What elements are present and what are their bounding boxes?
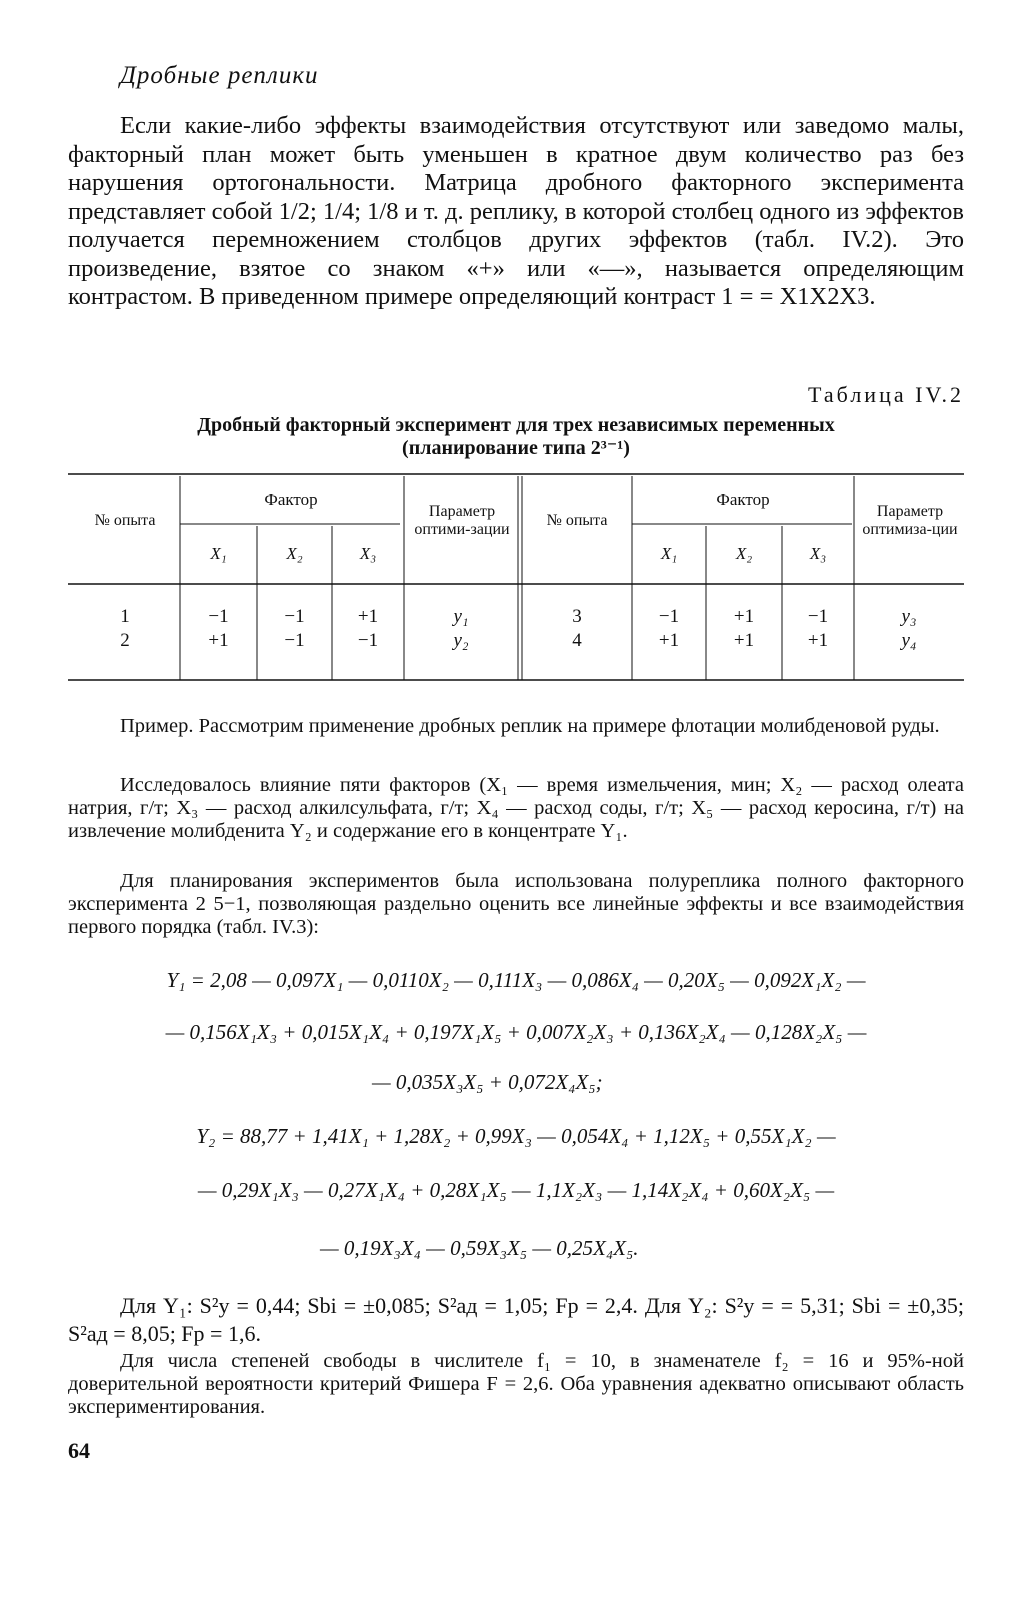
header-no-right: № опыта (546, 512, 608, 529)
cell-x1: −1 (208, 606, 229, 627)
equation-line: — 0,19X₃X₄ — 0,59X₃X₅ — 0,25X₄X₅. (320, 1236, 639, 1260)
section-heading: Дробные реплики (120, 62, 319, 89)
table-rules (0, 0, 1022, 700)
equation-line: Y₂ = 88,77 + 1,41X₁ + 1,28X₂ + 0,99X₃ — 0,054X₄ + 1,12X₅ + 0,55X₁X₂ — (196, 1124, 836, 1148)
header-x3-right: X₃ (809, 544, 827, 563)
equation-line: Y₁ = 2,08 — 0,097X₁ — 0,0110X₂ — 0,111X₃ — 0,086X₄ — 0,20X₅ — 0,092X₁X₂ — (166, 968, 866, 992)
header-x2-left: X₂ (286, 544, 303, 563)
study-paragraph: Исследовалось влияние пяти факторов (X₁ — время измельчения, мин; X₂ — расход олеата натрия, г/т; X₃ — расход алкилсульфата, г/т; X₄ — расход соды, г/т; X₅ — расход керосина, г/т) на извлечение молибденита Y₂ и содержание его в концентрате Y₁. (68, 774, 964, 842)
stats-paragraph: Для Y₁: S²y = 0,44; Sbi = ±0,085; S²ад = 1,05; Fр = 2,4. Для Y₂: S²y = = 5,31; Sbi = ±0,35; S²ад = 8,05; Fр = 1,6. (68, 1293, 964, 1346)
cell-x1: +1 (208, 630, 229, 651)
header-param-left: Параметр оптими-зации (414, 503, 510, 538)
header-x1-left: X₁ (210, 544, 227, 563)
cell-y: y₂ (453, 630, 469, 651)
cell-n: 4 (572, 630, 582, 651)
conclusion-paragraph: Для числа степеней свободы в числителе f₁ = 10, в знаменателе f₂ = 16 и 95%-ной доверительной вероятности критерий Фишера F = 2,6. Оба уравнения адекватно описывают область экспериментирования. (68, 1350, 964, 1418)
cell-x3: +1 (357, 606, 379, 627)
cell-x2: +1 (733, 606, 755, 627)
cell-x3: +1 (807, 630, 829, 651)
header-x3-left: X₃ (359, 544, 377, 563)
example-paragraph: Пример. Рассмотрим применение дробных реплик на примере флотации молибденовой руды. (120, 715, 940, 737)
header-factor-right: Фактор (716, 490, 770, 509)
intro-paragraph: Если какие-либо эффекты взаимодействия отсутствуют или заведомо малы, факторный план может быть уменьшен в кратное двум количество раз без нарушения ортогональности. Матрица дробного факторного эксперимента представляет собой 1/2; 1/4; 1/8 и т. д. реплику, в которой столбец одного из эффектов получается перемножением столбцов других эффектов (табл. IV.2). Это произведение, взятое со знаком «+» или «—», называется определяющим контрастом. В приведенном примере определяющий контраст 1 = = X1X2X3. (68, 112, 964, 310)
cell-y: y₁ (453, 606, 469, 627)
equation-line: — 0,29X₁X₃ — 0,27X₁X₄ + 0,28X₁X₅ — 1,1X₂X₃ — 1,14X₂X₄ + 0,60X₂X₅ — (197, 1178, 835, 1202)
equation-line: — 0,035X₃X₅ + 0,072X₄X₅; (372, 1070, 603, 1094)
header-param-right: Параметр оптимиза-ции (862, 503, 958, 538)
page-number: 64 (68, 1438, 90, 1463)
cell-n: 3 (572, 606, 582, 627)
cell-n: 1 (120, 606, 130, 627)
header-no-left: № опыта (94, 512, 156, 529)
table-caption-line2: (планирование типа 2³⁻¹) (402, 437, 630, 459)
header-factor-left: Фактор (264, 490, 318, 509)
cell-x2: −1 (284, 606, 305, 627)
cell-y: y₄ (901, 630, 917, 651)
equation-line: — 0,156X₁X₃ + 0,015X₁X₄ + 0,197X₁X₅ + 0,007X₂X₃ + 0,136X₂X₄ — 0,128X₂X₅ — (165, 1020, 867, 1044)
header-x1-right: X₁ (660, 544, 678, 563)
cell-x3: −1 (357, 630, 379, 651)
table-label: Таблица IV.2 (808, 382, 964, 407)
planning-paragraph: Для планирования экспериментов была использована полуреплика полного факторного эксперимента 2 5−1, позволяющая раздельно оценить все линейные эффекты и все взаимодействия первого порядка (табл. IV.3): (68, 870, 964, 938)
cell-n: 2 (120, 630, 130, 651)
cell-x2: −1 (284, 630, 305, 651)
cell-x1: +1 (658, 630, 680, 651)
cell-x1: −1 (658, 606, 680, 627)
cell-y: y₃ (901, 606, 917, 627)
table-caption-line1: Дробный факторный эксперимент для трех независимых переменных (197, 414, 835, 436)
table-row (0, 606, 1022, 628)
cell-x3: −1 (807, 606, 829, 627)
header-x2-right: X₂ (735, 544, 753, 563)
cell-x2: +1 (733, 630, 755, 651)
table-row (0, 630, 1022, 652)
